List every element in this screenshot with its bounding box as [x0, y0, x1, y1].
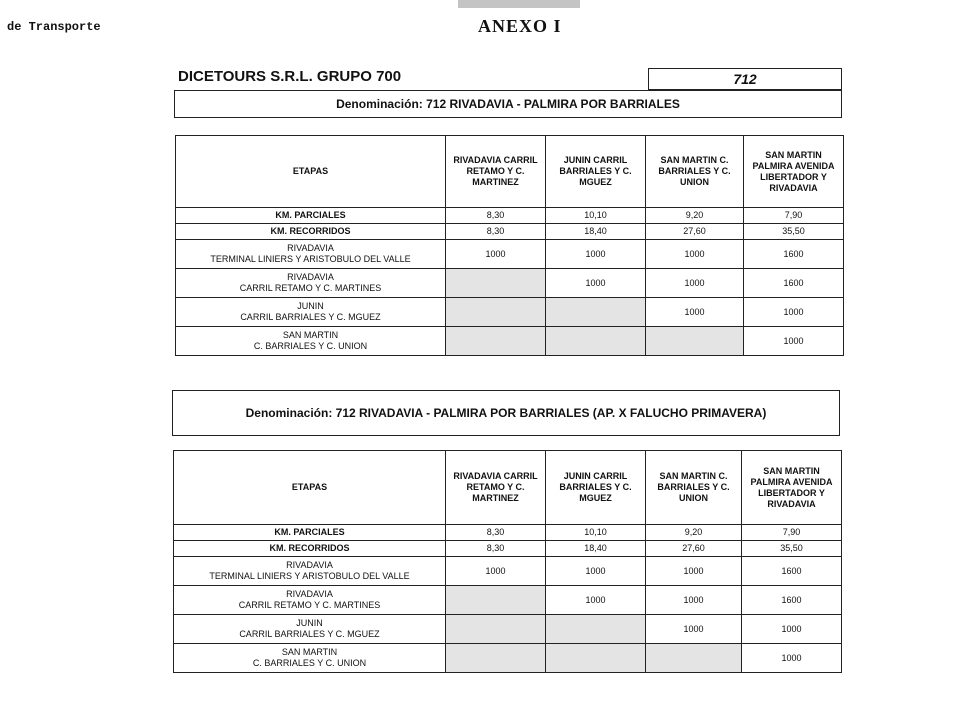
table-row-label: JUNIN CARRIL BARRIALES Y C. MGUEZ: [176, 298, 446, 327]
table-cell-empty: [446, 298, 546, 327]
table-cell: 18,40: [546, 541, 646, 557]
table-cell: 1600: [744, 240, 844, 269]
denominacion-1: Denominación: 712 RIVADAVIA - PALMIRA POR BARRIALES: [174, 90, 842, 118]
table-cell-empty: [446, 269, 546, 298]
table-cell-empty: [646, 327, 744, 356]
table-cell: 7,90: [744, 208, 844, 224]
department-label: de Transporte: [7, 20, 101, 34]
table-cell: 1000: [446, 240, 546, 269]
table-row-label: SAN MARTIN C. BARRIALES Y C. UNION: [174, 644, 446, 673]
table-cell: 27,60: [646, 541, 742, 557]
km-recorridos-label: KM. RECORRIDOS: [174, 541, 446, 557]
table-cell-empty: [546, 615, 646, 644]
table-cell-empty: [446, 327, 546, 356]
table-cell: 8,30: [446, 224, 546, 240]
table-cell-empty: [446, 615, 546, 644]
column-header: SAN MARTIN C. BARRIALES Y C. UNION: [646, 136, 744, 208]
table-cell-empty: [546, 644, 646, 673]
table-cell: 1600: [744, 269, 844, 298]
column-header: RIVADAVIA CARRIL RETAMO Y C. MARTINEZ: [446, 451, 546, 525]
table-cell: 9,20: [646, 208, 744, 224]
column-header-etapas: ETAPAS: [176, 136, 446, 208]
km-parciales-label: KM. PARCIALES: [174, 525, 446, 541]
page-title: ANEXO I: [478, 16, 562, 36]
table-cell: 8,30: [446, 525, 546, 541]
table-row-label: JUNIN CARRIL BARRIALES Y C. MGUEZ: [174, 615, 446, 644]
table-cell: 7,90: [742, 525, 842, 541]
route-number-box: 712: [648, 68, 842, 90]
company-name: DICETOURS S.R.L. GRUPO 700: [178, 68, 402, 85]
table-cell: 1000: [744, 298, 844, 327]
table-cell: 27,60: [646, 224, 744, 240]
column-header-etapas: ETAPAS: [174, 451, 446, 525]
table-cell: 1600: [742, 586, 842, 615]
table-cell: 10,10: [546, 525, 646, 541]
table-row-label: SAN MARTIN C. BARRIALES Y C. UNION: [176, 327, 446, 356]
km-recorridos-label: KM. RECORRIDOS: [176, 224, 446, 240]
table-cell: 1000: [546, 240, 646, 269]
km-parciales-label: KM. PARCIALES: [176, 208, 446, 224]
table-cell-empty: [446, 586, 546, 615]
fare-table-1: [175, 135, 844, 356]
table-cell: 1000: [646, 269, 744, 298]
table-cell: 18,40: [546, 224, 646, 240]
table-cell: 1000: [646, 615, 742, 644]
table-cell: 1000: [646, 240, 744, 269]
table-cell-empty: [546, 327, 646, 356]
table-cell: 1000: [742, 615, 842, 644]
table-row-label: RIVADAVIA TERMINAL LINIERS Y ARISTOBULO DEL VALLE: [174, 557, 446, 586]
table-cell: 35,50: [744, 224, 844, 240]
table-cell: 1000: [546, 557, 646, 586]
table-row-label: RIVADAVIA TERMINAL LINIERS Y ARISTOBULO DEL VALLE: [176, 240, 446, 269]
table-cell: 35,50: [742, 541, 842, 557]
column-header: SAN MARTIN C. BARRIALES Y C. UNION: [646, 451, 742, 525]
table-cell: 1000: [646, 298, 744, 327]
table-cell: 1000: [646, 557, 742, 586]
table-cell: 1000: [546, 586, 646, 615]
table-cell: 10,10: [546, 208, 646, 224]
table-cell: 8,30: [446, 208, 546, 224]
table-cell: 1000: [646, 586, 742, 615]
denominacion-2: Denominación: 712 RIVADAVIA - PALMIRA POR BARRIALES (AP. X FALUCHO PRIMAVERA): [172, 390, 840, 436]
table-cell: 1000: [546, 269, 646, 298]
table-row-label: RIVADAVIA CARRIL RETAMO Y C. MARTINES: [176, 269, 446, 298]
table-cell: 1600: [742, 557, 842, 586]
column-header: JUNIN CARRIL BARRIALES Y C. MGUEZ: [546, 451, 646, 525]
table-cell-empty: [546, 298, 646, 327]
column-header: RIVADAVIA CARRIL RETAMO Y C. MARTINEZ: [446, 136, 546, 208]
table-cell: 1000: [742, 644, 842, 673]
table-cell: 8,30: [446, 541, 546, 557]
column-header: SAN MARTIN PALMIRA AVENIDA LIBERTADOR Y RIVADAVIA: [742, 451, 842, 525]
column-header: JUNIN CARRIL BARRIALES Y C. MGUEZ: [546, 136, 646, 208]
table-cell-empty: [446, 644, 546, 673]
table-cell: 1000: [446, 557, 546, 586]
table-cell: 9,20: [646, 525, 742, 541]
top-scan-bar: [458, 0, 580, 8]
table-row-label: RIVADAVIA CARRIL RETAMO Y C. MARTINES: [174, 586, 446, 615]
fare-table-2: [173, 450, 842, 673]
column-header: SAN MARTIN PALMIRA AVENIDA LIBERTADOR Y RIVADAVIA: [744, 136, 844, 208]
table-cell: 1000: [744, 327, 844, 356]
table-cell-empty: [646, 644, 742, 673]
